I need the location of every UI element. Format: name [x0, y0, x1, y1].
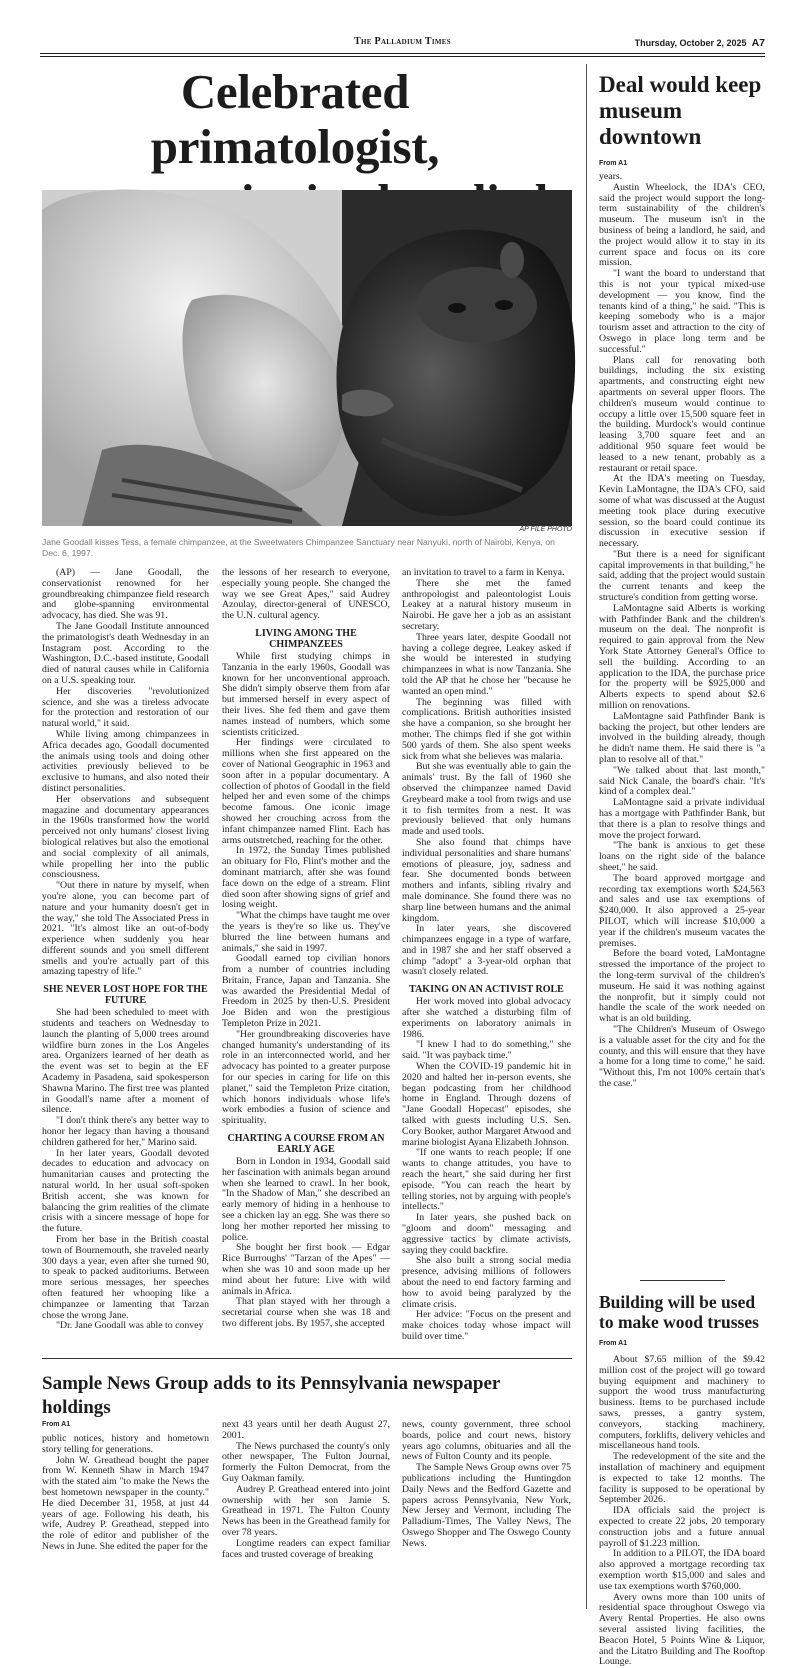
paragraph: "Her groundbreaking discoveries have changed humanity's understanding of its role in an interconnected world, and her advocacy has pointed to a greater purpose for our species in caring for life on this planet," said the Templeton Prize citation, which honors individuals whose life's work embodies a fusion of science and spirituality. [222, 1028, 390, 1127]
paragraph: IDA officials said the project is expected to create 22 jobs, 20 temporary construction jobs and a future annual payroll of $1.223 million. [599, 1505, 765, 1549]
sidebar-museum-body [599, 172, 765, 1272]
paragraph: There she met the famed anthropologist and paleontologist Louis Leakey at a natural history museum in Nairobi. He gave her a job as an assistant secretary. [402, 577, 571, 632]
subhead: TAKING ON AN ACTIVIST ROLE [409, 984, 564, 996]
paragraph: "The bank is anxious to get these loans on the right side of the balance sheet," he said. [599, 840, 765, 873]
paragraph: The beginning was filled with complications. British authorities insisted she have a companion, so she brought her mother. The chimps fled if she got within 500 yards of them. She also spent weeks sick from what she believes was malaria. [402, 696, 571, 762]
subhead: SHE NEVER LOST HOPE FOR THE FUTURE [43, 984, 208, 1007]
paragraph: LaMontagne said a private individual has a mortgage with Pathfinder Bank, but that there is a plan to resolve things and move the project forward. [599, 797, 765, 841]
paragraph: Austin Wheelock, the IDA's CEO, said the project would support the long-term sustainability of the children's museum. The museum isn't in the business of being a landlord, he said, and the project would allow it to stay in its current space and focus on its core mission. [599, 181, 765, 269]
paragraph: In later years, she pushed back on "gloom and doom" messaging and aggressive tactics by climate activists, saying they could backfire. [402, 1212, 571, 1256]
paragraph: Her observations and subsequent magazine and documentary appearances in the 1960s transformed how the world perceived not only humans' closest living biological relatives but also the emotional and social complexity of all animals, while propelling her into the public consciousness. [42, 793, 209, 881]
issue-date [635, 37, 765, 49]
newspaper-name: The Palladium Times [354, 36, 451, 47]
subhead: LIVING AMONG THE CHIMPANZEES [255, 627, 357, 650]
paragraph: Avery owns more than 100 units of residential space throughout Oswego via Avery Rental Properties. He also owns several assisted living facilities, the Beacon Hotel, 5 Points Wine & Liquor, and the Litatro Building and The Rooftop Lounge. [599, 1591, 765, 1668]
paragraph: "If one wants to reach people; If one wants to change attitudes, you have to reach the heart," she said during her first episode. "You can reach the heart by telling stories, not by arguing with people's intellects." [402, 1147, 571, 1213]
paragraph: an invitation to travel to a farm in Kenya. [402, 567, 565, 578]
paragraph: She had been scheduled to meet with students and teachers on Wednesday to launch the planting of 5,000 trees around wildfire burn zones in the Los Angeles area. Organizers learned of her death as the event was set to begin at the EF Academy in Pasadena, said spokesperson Shawna Marino. The first tree was planted in Goodall's name after a moment of silence. [42, 1007, 209, 1116]
masthead [40, 36, 765, 53]
paragraph: While first studying chimps in Tanzania in the early 1960s, Goodall was known for her unconventional approach. She didn't simply observe them from afar but immersed herself in every aspect of their lives. She fed them and gave them names instead of numbers, which some scientists criticized. [222, 650, 390, 738]
paragraph: Goodall earned top civilian honors from a number of countries including Britain, France, Japan and Tanzania. She was awarded the Presidential Medal of Freedom in 2025 by then-U.S. President Joe Biden and won the prestigious Templeton Prize in 2021. [222, 953, 390, 1030]
bottom-column-2 [222, 1420, 390, 1614]
lead-headline: Celebrated primatologist, [150, 64, 440, 174]
sidebar-headline-trusses: Building will be used to make wood trusses [599, 1292, 759, 1332]
paragraph: "I want the board to understand that this is not your typical mixed-use development — you know, find the tenants kind of a thing," he said. "This is keeping somebody who is a major tourism asset and attraction to the city of Oswego in place long term and be successful." [599, 268, 765, 355]
lead-column-1 [42, 568, 209, 1348]
paragraph: "I don't think there's any better way to honor her legacy than having a thousand children gathered for her," Marino said. [42, 1115, 209, 1148]
jump-line: From A1 [599, 1340, 628, 1347]
paragraph: Three years later, despite Goodall not having a college degree, Leakey asked if she would be interested in studying chimpanzees in what is now Tanzania. She told the AP that he chose her "because he wanted an open mind." [402, 631, 571, 697]
paragraph: The Sample News Group owns over 75 publications including the Huntingdon Daily News and the Bedford Gazette and papers across Pennsylvania, New York, New Jersey and Vermont, including The Palladium-Times, The Valley News, The Oswego Shopper and The Oswego County News. [402, 1462, 571, 1549]
paragraph: Her findings were circulated to millions when she first appeared on the cover of National Geographic in 1963 and soon after in a popular documentary. A collection of photos of Goodall in the field helped her and even some of the chimps become famous. One iconic image showed her crouching across from the infant chimpanzee named Flint. Each has arms outstretched, reaching for the other. [222, 737, 390, 846]
paragraph: The Jane Goodall Institute announced the primatologist's death Wednesday in an Instagram post. According to the Washington, D.C.-based institute, Goodall died of natural causes while in California on a U.S. speaking tour. [42, 620, 209, 686]
paragraph: She also found that chimps have individual personalities and share humans' emotions of pleasure, joy, sadness and fear. She documented bonds between mothers and infants, sibling rivalry and male dominance. She found there was no sharp line between humans and the animal kingdom. [402, 836, 571, 924]
paragraph: From her base in the British coastal town of Bournemouth, she traveled nearly 300 days a year, even after she turned 90, to speak to packed auditoriums. Between more serious messages, her speeches often featured her whooping like a chimpanzee or lamenting that Tarzan chose the wrong Jane. [42, 1234, 209, 1321]
paragraph: Audrey P. Greathead entered into joint ownership with her son Jamie S. Greathead in 1971. The Fulton County News has been in the Greathead family for over 78 years. [222, 1483, 390, 1538]
sidebar-headline-museum: Deal would keep museum downtown [599, 72, 762, 149]
paragraph: But she was eventually able to gain the animals' trust. By the fall of 1960 she observed the chimpanzee named David Greybeard make a tool from twigs and use it to fish termites from a nest. It was previously believed that only humans made and used tools. [402, 761, 571, 838]
paragraph: Longtime readers can expect familiar faces and trusted coverage of breaking [222, 1537, 390, 1560]
paragraph: In addition to a PILOT, the IDA board also approved a mortgage recording tax exemption worth $15,000 and sales and use tax exemptions worth $760,000. [599, 1548, 765, 1592]
paragraph: Her discoveries "revolutionized science, and she was a tireless advocate for the protection and restoration of our natural world," it said. [42, 685, 209, 730]
paragraph: While living among chimpanzees in Africa decades ago, Goodall documented the animals using tools and doing other activities previously believed to be exclusive to humans, and also noted their distinct personalities. [42, 728, 209, 794]
paragraph: She also built a strong social media presence, advising millions of followers about the need to end factory farming and how to avoid being paralyzed by the climate crisis. [402, 1255, 571, 1310]
paragraph: "Dr. Jane Goodall was able to convey [56, 1320, 204, 1332]
paragraph: At the IDA's meeting on Tuesday, Kevin LaMontagne, the IDA's CFO, said some of what was discussed at the August meeting took place during executive session, so the board could continue its discussion in executive session if necessary. [599, 473, 765, 550]
paragraph: When the COVID-19 pandemic hit in 2020 and halted her in-person events, she began podcasting from her childhood home in England. Through dozens of "Jane Goodall Hopecast" episodes, she talked with guests including U.S. Sen. Cory Booker, author Margaret Atwood and marine biologist Ayana Elizabeth Johnson. [402, 1061, 571, 1148]
paragraph: "I knew I had to do something," she said. "It was payback time." [402, 1039, 571, 1062]
paragraph: LaMontagne said Alberts is working with Pathfinder Bank and the children's museum on the deal. The nonprofit is required to gain approval from the New York State Attorney General's Office to sell the building. According to an application to the IDA, the purchase price for the property will be $925,000 and Alberts expects to spend about $2.6 million on renovations. [599, 602, 765, 712]
paragraph: LaMontagne said Pathfinder Bank is backing the project, but other lenders are involved in the building already, though he didn't name them. He said there is "a plan to resolve all of that." [599, 710, 765, 766]
paragraph: Her work moved into global advocacy after she watched a disturbing film of experiments on laboratory animals in 1986. [402, 996, 571, 1040]
paragraph: In later years, she discovered chimpanzees engage in a type of warfare, and in 1987 she and her staff observed a chimp "adopt" a 3-year-old orphan that wasn't closely related. [402, 923, 571, 978]
bottom-column-1 [42, 1434, 209, 1614]
sidebar-separator [640, 1280, 725, 1281]
lead-column-2 [222, 568, 390, 1348]
paragraph: "The Children's Museum of Oswego is a valuable asset for the city and for the county, and this will ensure that they have a home for a long time to come," he said. "Without this, I'm not 100% certain that's the case." [599, 1023, 765, 1089]
paragraph: In 1972, the Sunday Times published an obituary for Flo, Flint's mother and the dominant matriarch, after she was found face down on the edge of a stream. Flint died soon after showing signs of grief and losing weight. [222, 845, 390, 911]
paragraph: public notices, history and hometown story telling for generations. [42, 1433, 209, 1455]
paragraph: The board approved mortgage and recording tax exemptions worth $24,563 and sales and use tax exemptions of $240,000. It also approved a 25-year PILOT, which will increase $10,000 a year if the children's museum vacates the premises. [599, 872, 765, 949]
page-number: A7 [751, 37, 765, 49]
paragraph: She bought her first book — Edgar Rice Burroughs' "Tarzan of the Apes" — when she was 10 and soon made up her mind about her future: Live with wild animals in Africa. [222, 1242, 390, 1297]
photo-illustration [42, 190, 572, 526]
bottom-story-rule [42, 1358, 572, 1359]
subhead: CHARTING A COURSE FROM AN EARLY AGE [227, 1133, 385, 1156]
bottom-headline: Sample News Group adds to its Pennsylvania newspaper holdings [42, 1373, 501, 1418]
photo-credit: AP FILE PHOTO [519, 526, 572, 533]
paragraph: the lessons of her research to everyone, especially young people. She changed the way we see Great Apes," said Audrey Azoulay, director-general of UNESCO, the U.N. cultural agency. [222, 567, 390, 622]
paragraph: John W. Greathead bought the paper from W. Kenneth Shaw in March 1947 with the stated aim "to make the News the best hometown newspaper in the county." He died December 31, 1958, at just 44 years of age. Following his death, his wife, Audrey P. Greathead, stepped into the role of editor and publisher of the News in June. She edited the paper for the [42, 1454, 209, 1552]
paragraph: In her later years, Goodall devoted decades to education and advocacy on humanitarian causes and protecting the natural world. In her usual soft-spoken British accent, she was known for balancing the grim realities of the climate crisis with a sincere message of hope for the future. [42, 1147, 209, 1235]
paragraph: "What the chimps have taught me over the years is they're so like us. They've blurred the line between humans and animals," she said in 1997. [222, 910, 390, 954]
paragraph: Before the board voted, LaMontagne stressed the importance of the project to the long-term survival of the children's museum. He said it was nothing against the nonprofit, but it simply could not handle the scale of the work needed on what is an old building. [599, 948, 765, 1025]
paragraph: The News purchased the county's only other newspaper, The Fulton Journal, formerly the Fulton Democrat, from the Guy Oakman family. [222, 1440, 390, 1484]
paragraph: About $7.65 million of the $9.42 million cost of the project will go toward buying equipment and machinery to support the wood truss manufacturing business. Items to be purchased include saws, presses, a gantry system, conveyors, stacking machinery, computers, forklifts, delivery vehicles and miscellaneous hand tools. [599, 1354, 765, 1452]
jump-line: From A1 [599, 160, 628, 167]
paragraph: (AP) — Jane Goodall, the conservationist renowned for her groundbreaking chimpanzee field research and globe-spanning environmental advocacy, has died. She was 91. [42, 567, 209, 622]
paragraph: Her advice: "Focus on the present and make choices today whose impact will build over time." [402, 1309, 571, 1342]
paragraph: "But there is a need for significant capital improvements in that building," he said, adding that the project would sustain the current tenants and keep the structure's condition from getting worse. [599, 548, 765, 604]
paragraph: "We talked about that last month," said Nick Canale, the board's chair. "It's kind of a complex deal." [599, 764, 765, 798]
sidebar-trusses-body [599, 1354, 765, 1668]
paragraph: The redevelopment of the site and the installation of machinery and equipment is expected to take 12 months. The facility is supposed to be operational by September 2026. [599, 1451, 765, 1506]
masthead-rule [40, 53, 765, 57]
paragraph: "Out there in nature by myself, when you're alone, you can become part of nature and your humanity doesn't get in the way," she told The Associated Press in 2021. "It's almost like an out-of-body experience when suddenly you hear different sounds and you smell different smells and you're actually part of this amazing tapestry of life." [42, 880, 209, 978]
paragraph: years. [599, 171, 623, 182]
lead-column-3 [402, 568, 571, 1348]
paragraph: Born in London in 1934, Goodall said her fascination with animals began around when she learned to crawl. In her book, "In the Shadow of Man," she described an early memory of hiding in a henhouse to see a chicken lay an egg. She was there so long her mother reported her missing to police. [222, 1156, 390, 1243]
paragraph: That plan stayed with her through a secretarial course when she was 18 and two different jobs. By 1957, she accepted [222, 1296, 390, 1329]
lead-photo [42, 190, 572, 526]
paragraph: news, county government, three school boards, police and court news, history years ago columns, obituaries and all the news of Fulton County and its people. [402, 1419, 571, 1463]
photo-caption: Jane Goodall kisses Tess, a female chimpanzee, at the Sweetwaters Chimpanzee Sanctuary near Nanyuki, north of Nairobi, Kenya, on Dec. 6, 1997. [42, 537, 555, 558]
date-text: Thursday, October 2, 2025 [634, 38, 747, 48]
jump-line: From A1 [42, 1421, 71, 1428]
paragraph: next 43 years until her death August 27, 2001. [222, 1419, 390, 1441]
paragraph: Plans call for renovating both buildings, including the six existing apartments, and constructing eight new apartments on several upper floors. The children's museum would continue to occupy a little over 15,500 square feet in the building. Murdock's would continue leasing 3,700 square feet and an additional 950 square feet would be leased to a new tenant, probably as a restaurant or retail space. [599, 354, 765, 474]
column-divider [586, 64, 587, 1609]
bottom-column-3 [402, 1420, 571, 1614]
